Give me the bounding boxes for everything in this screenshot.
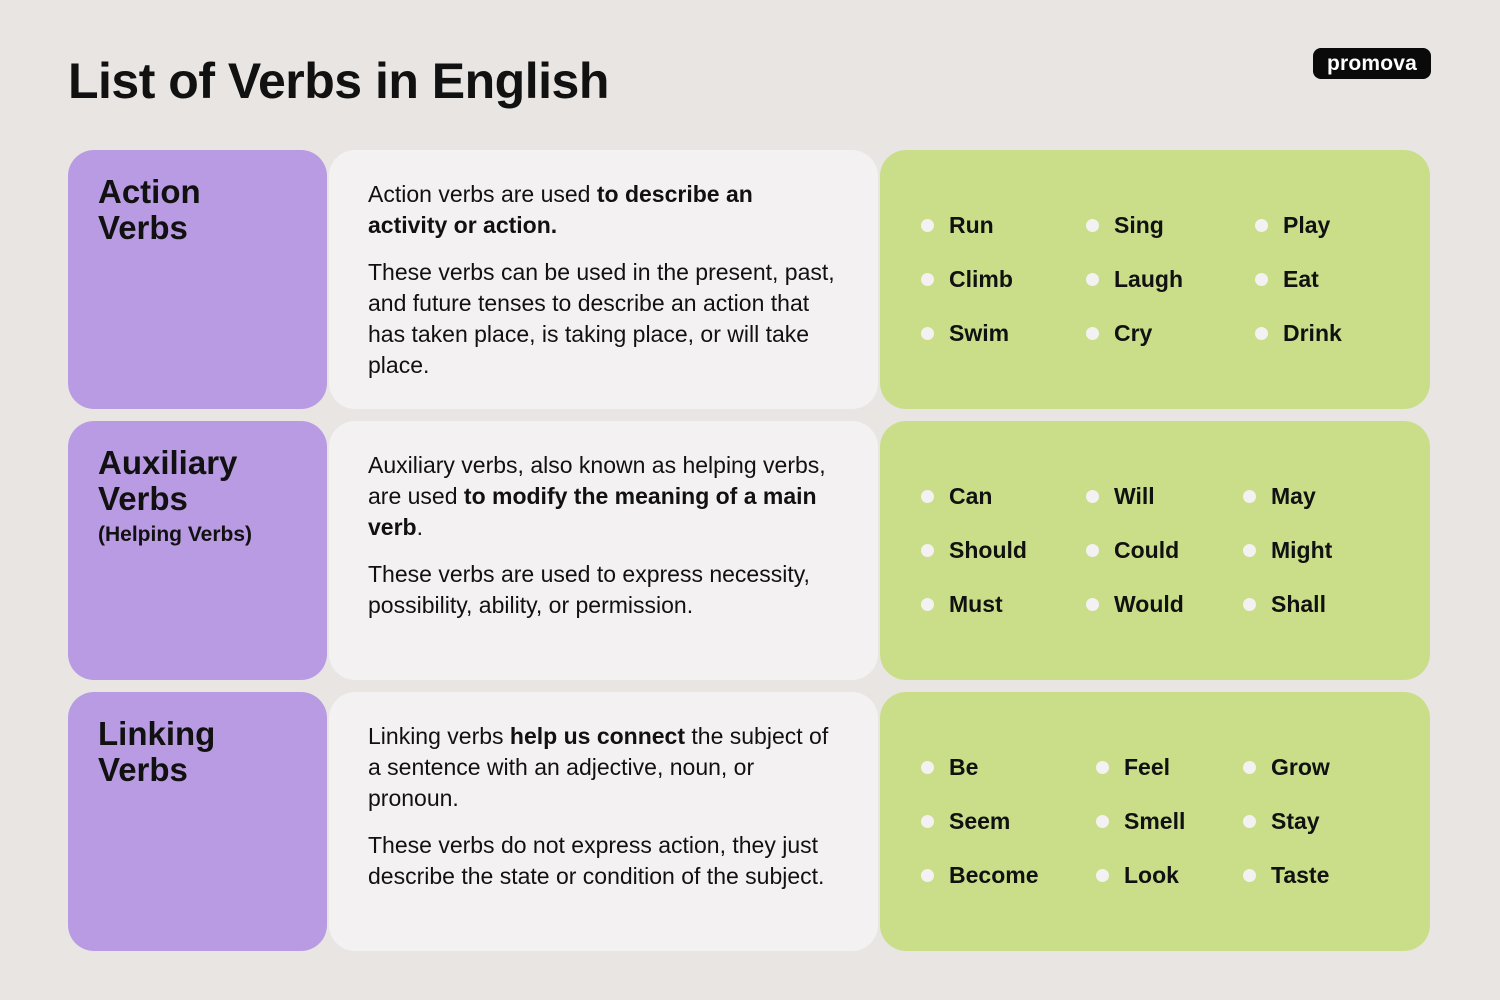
verb-label: Taste	[1271, 861, 1330, 888]
category-title: Linking Verbs	[98, 715, 216, 788]
bullet-icon	[921, 869, 934, 882]
description-paragraph	[368, 450, 838, 543]
verb-label: Grow	[1271, 753, 1330, 780]
bullet-icon	[1243, 869, 1256, 882]
verb-category-row	[68, 150, 1430, 409]
verb-item	[1243, 589, 1326, 619]
verb-item	[921, 535, 1027, 565]
description-text: .	[416, 514, 423, 540]
bullet-icon	[1243, 598, 1256, 611]
bullet-icon	[921, 219, 934, 232]
verb-label: Laugh	[1114, 265, 1183, 292]
verb-item	[1086, 481, 1155, 511]
verb-label: May	[1271, 482, 1316, 509]
bullet-icon	[1096, 815, 1109, 828]
bullet-icon	[1086, 598, 1099, 611]
verb-label: Climb	[949, 265, 1013, 292]
verb-item	[1096, 806, 1185, 836]
bullet-icon	[1243, 490, 1256, 503]
verb-category-row	[68, 421, 1430, 680]
bullet-icon	[921, 273, 934, 286]
bullet-icon	[1243, 544, 1256, 557]
description-text: Linking verbs	[368, 723, 510, 749]
description-text: These verbs are used to express necessity, possibility, ability, or permission.	[368, 561, 810, 618]
bullet-icon	[1086, 327, 1099, 340]
category-subtitle: (Helping Verbs)	[98, 523, 253, 546]
bullet-icon	[1086, 490, 1099, 503]
bullet-icon	[1096, 869, 1109, 882]
verb-label: Will	[1114, 482, 1155, 509]
verb-label: Feel	[1124, 753, 1171, 780]
description-card	[329, 150, 878, 409]
description-paragraph	[368, 559, 838, 621]
bullet-icon	[1255, 273, 1268, 286]
verb-label: Become	[949, 861, 1039, 888]
verb-item	[1096, 752, 1170, 782]
description-paragraph	[368, 721, 838, 814]
verb-label: Swim	[949, 319, 1010, 346]
bullet-icon	[921, 761, 934, 774]
description-text: Action verbs are used	[368, 181, 597, 207]
verbs-card	[880, 692, 1430, 951]
bullet-icon	[1255, 219, 1268, 232]
verb-item	[921, 210, 994, 240]
bullet-icon	[921, 327, 934, 340]
description-text: These verbs can be used in the present, past, and future tenses to describe an action that has taken place, is taking place, or will take place.	[368, 259, 835, 378]
description-emphasis: to describe an activity or action.	[368, 181, 753, 238]
verb-item	[921, 264, 1013, 294]
verb-label: Eat	[1283, 265, 1319, 292]
verb-item	[921, 752, 978, 782]
bullet-icon	[921, 490, 934, 503]
verb-item	[1243, 535, 1332, 565]
category-title: Action Verbs	[98, 173, 201, 246]
verb-label: Drink	[1283, 319, 1342, 346]
verb-label: Must	[949, 590, 1003, 617]
bullet-icon	[1243, 761, 1256, 774]
category-card	[68, 150, 327, 409]
verb-item	[921, 589, 1003, 619]
verb-item	[1255, 264, 1319, 294]
verb-item	[1243, 860, 1329, 890]
verb-label: Shall	[1271, 590, 1326, 617]
verb-item	[1086, 264, 1183, 294]
verb-item	[921, 806, 1010, 836]
verb-label: Stay	[1271, 807, 1320, 834]
description-text: Auxiliary verbs, also known as helping verbs, are used	[368, 452, 826, 509]
verbs-card	[880, 421, 1430, 680]
description-emphasis: to modify the meaning of a main verb	[368, 483, 817, 540]
category-card	[68, 692, 327, 951]
verb-label: Seem	[949, 807, 1011, 834]
verb-category-row	[68, 692, 1430, 951]
verb-label: Cry	[1114, 319, 1153, 346]
bullet-icon	[921, 815, 934, 828]
category-card	[68, 421, 327, 680]
description-card	[329, 421, 878, 680]
verb-item	[1086, 535, 1179, 565]
verb-label: Could	[1114, 536, 1180, 563]
bullet-icon	[1086, 219, 1099, 232]
description-text: the subject of a sentence with an adjective, noun, or pronoun.	[368, 723, 829, 811]
verb-label: Would	[1114, 590, 1184, 617]
bullet-icon	[921, 598, 934, 611]
verb-item	[1086, 210, 1164, 240]
promova-logo: promova	[1313, 48, 1431, 79]
verb-item	[1243, 752, 1330, 782]
verb-label: Smell	[1124, 807, 1186, 834]
verb-item	[921, 318, 1009, 348]
bullet-icon	[1086, 273, 1099, 286]
verb-item	[921, 481, 992, 511]
verb-item	[1243, 806, 1320, 836]
bullet-icon	[921, 544, 934, 557]
verb-label: Run	[949, 211, 994, 238]
verbs-card	[880, 150, 1430, 409]
bullet-icon	[1243, 815, 1256, 828]
verb-label: Should	[949, 536, 1027, 563]
description-emphasis: help us connect	[509, 723, 686, 749]
verb-item	[1255, 210, 1330, 240]
description-card	[329, 692, 878, 951]
description-paragraph	[368, 179, 838, 241]
bullet-icon	[1255, 327, 1268, 340]
verb-item	[1243, 481, 1316, 511]
verb-label: Can	[949, 482, 993, 509]
description-paragraph	[368, 257, 838, 381]
verb-item	[1086, 318, 1152, 348]
page-title: List of Verbs in English	[68, 53, 609, 109]
verb-label: Look	[1124, 861, 1179, 888]
verb-item	[1086, 589, 1184, 619]
verb-label: Be	[949, 753, 979, 780]
verb-label: Sing	[1114, 211, 1164, 238]
bullet-icon	[1086, 544, 1099, 557]
category-title: Auxiliary Verbs	[98, 444, 238, 517]
description-paragraph	[368, 830, 838, 892]
verb-item	[1096, 860, 1179, 890]
bullet-icon	[1096, 761, 1109, 774]
verb-label: Play	[1283, 211, 1331, 238]
verb-label: Might	[1271, 536, 1333, 563]
verb-item	[1255, 318, 1342, 348]
description-text: These verbs do not express action, they just describe the state or condition of the subject.	[368, 832, 825, 889]
verb-item	[921, 860, 1038, 890]
